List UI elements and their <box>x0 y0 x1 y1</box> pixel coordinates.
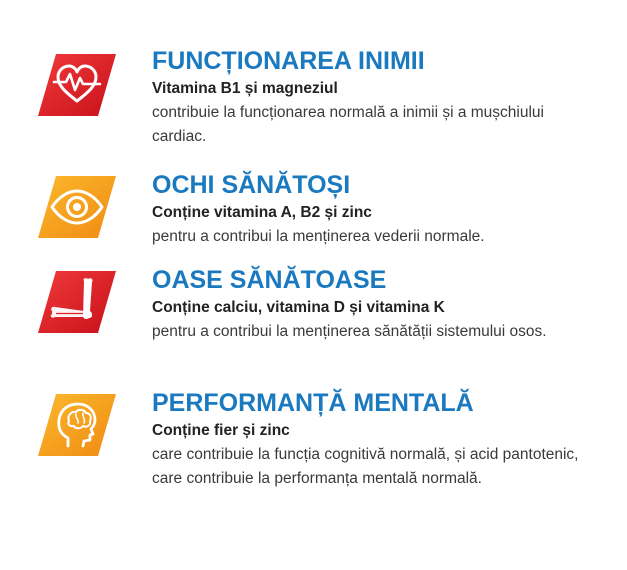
head-brain-icon <box>38 394 116 456</box>
bone-arm-icon <box>38 271 116 333</box>
benefit-title: OASE SĂNĂTOASE <box>152 266 387 294</box>
benefit-description: contribuie la funcționarea normală a inimii și a mușchiului cardiac. <box>152 104 544 145</box>
benefit-title: PERFORMANȚĂ MENTALĂ <box>152 389 474 417</box>
benefit-description: pentru a contribui la menținerea sănătății sistemului osos. <box>152 323 547 340</box>
benefit-title: OCHI SĂNĂTOȘI <box>152 171 351 199</box>
benefit-subtitle: Conține calciu, vitamina D și vitamina K <box>152 299 445 316</box>
benefit-subtitle: Conține fier și zinc <box>152 422 290 439</box>
benefit-title: FUNCȚIONAREA INIMII <box>152 47 425 75</box>
benefit-description: pentru a contribui la menținerea vederii normale. <box>152 228 485 245</box>
heart-pulse-icon <box>38 54 116 116</box>
benefit-subtitle: Conține vitamina A, B2 și zinc <box>152 204 372 221</box>
benefit-subtitle: Vitamina B1 și magneziul <box>152 80 338 97</box>
eye-icon <box>38 176 116 238</box>
benefit-description: care contribuie la funcția cognitivă normală, și acid pantotenic, care contribuie la performanța mentală normală. <box>152 446 579 487</box>
